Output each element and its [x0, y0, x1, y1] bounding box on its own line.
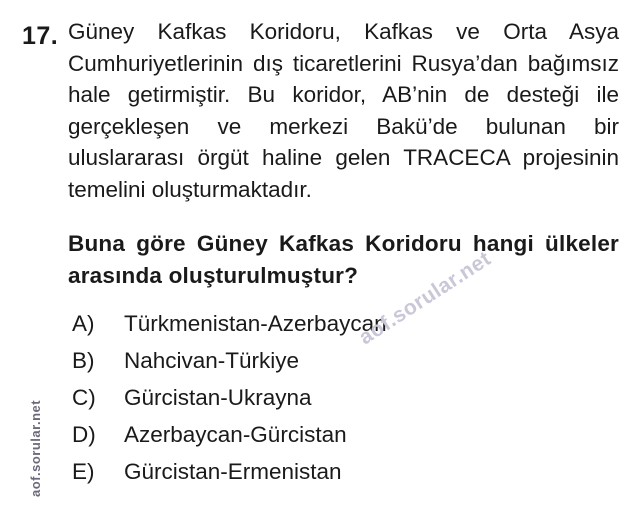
option-letter: C) — [72, 385, 96, 410]
watermark-side: aof.sorular.net — [28, 399, 43, 497]
option-text: Gürcistan-Ukrayna — [124, 385, 312, 410]
watermark-diagonal: aof.sorular.net — [355, 247, 496, 350]
option-letter: A) — [72, 311, 95, 336]
option-text: Türkmenistan-Azerbaycan — [124, 311, 387, 336]
question-number: 17. — [22, 22, 59, 50]
question-passage: Güney Kafkas Koridoru, Kafkas ve Orta Asya Cumhuriyetlerinin dış ticaretlerini Rusya’dan bağımsız hale getirmiştir. Bu koridor, AB’nin de desteği ile gerçekleşen ve merkezi Bakü’de bulunan bir uluslararası örgüt haline gelen TRACECA projesinin temelini oluşturmaktadır. — [68, 19, 619, 202]
option-text: Gürcistan-Ermenistan — [124, 459, 342, 484]
option-letter: E) — [72, 459, 95, 484]
question-prompt: Buna göre Güney Kafkas Koridoru hangi ülkeler arasında oluşturulmuştur? — [68, 231, 619, 288]
option-letter: D) — [72, 422, 96, 447]
option-text: Azerbaycan-Gürcistan — [124, 422, 347, 447]
option-text: Nahcivan-Türkiye — [124, 348, 300, 373]
option-letter: B) — [72, 348, 95, 373]
